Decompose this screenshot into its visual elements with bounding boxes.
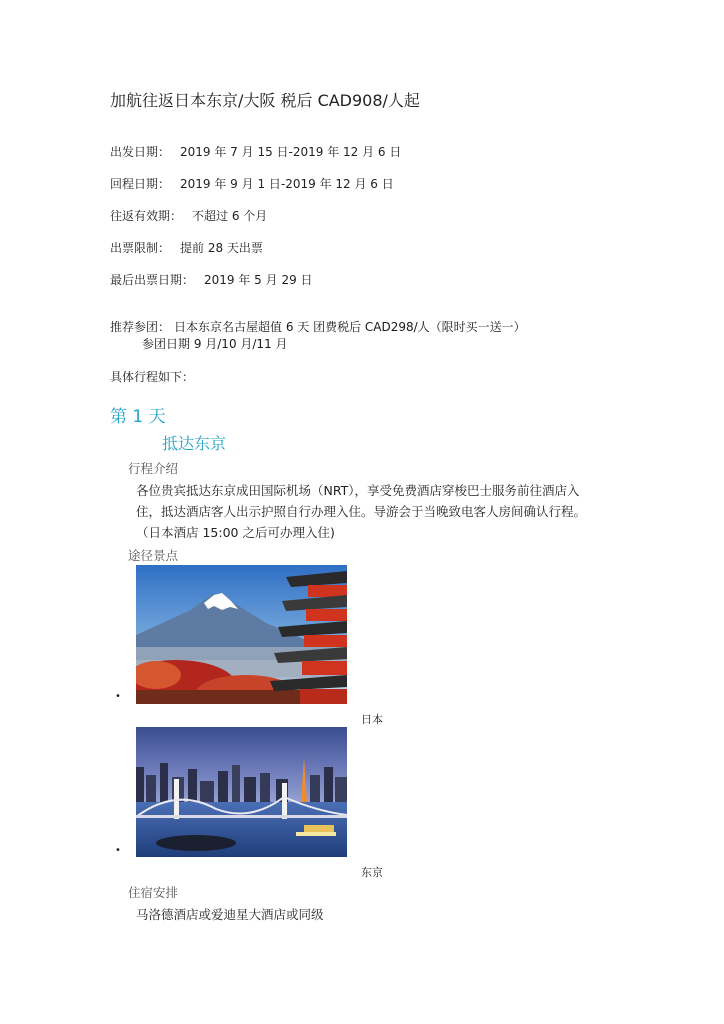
- ticketing-restriction: 出票限制： 提前 28 天出票: [110, 241, 263, 255]
- hotel-arrangement: 马洛德酒店或爱迪星大酒店或同级: [136, 907, 324, 922]
- tour-dates: 参团日期 9 月/10 月/11 月: [142, 337, 288, 351]
- sights-heading: 途径景点: [128, 548, 179, 563]
- fuji-pagoda-photo: [136, 565, 347, 704]
- description-line: 各位贵宾抵达东京成田国际机场（NRT），享受免费酒店穿梭巴士服务前往酒店入: [136, 483, 580, 498]
- recommended-tour: 推荐参团： 日本东京名古屋超值 6 天 团费税后 CAD298/人（限时买一送一）: [110, 320, 526, 334]
- departure-date: 出发日期： 2019 年 7 月 15 日-2019 年 12 月 6 日: [110, 145, 402, 159]
- list-bullet: •: [115, 691, 121, 702]
- round-trip-validity: 往返有效期： 不超过 6 个月: [110, 209, 268, 223]
- page-title: 加航往返日本东京/大阪 税后 CAD908/人起: [110, 91, 420, 110]
- hotel-heading: 住宿安排: [128, 885, 179, 900]
- rainbow-bridge-photo: [136, 727, 347, 857]
- description-line: （日本酒店 15:00 之后可办理入住): [136, 525, 335, 540]
- itinerary-intro-heading: 行程介绍: [128, 461, 179, 476]
- day-destination: 抵达东京: [162, 434, 227, 453]
- return-date: 回程日期： 2019 年 9 月 1 日-2019 年 12 月 6 日: [110, 177, 394, 191]
- sight-caption: 日本: [361, 713, 383, 726]
- day-description: [136, 480, 606, 543]
- list-bullet: •: [115, 845, 121, 856]
- description-line: 住，抵达酒店客人出示护照自行办理入住。导游会于当晚致电客人房间确认行程。: [136, 504, 587, 519]
- sight-caption: 东京: [361, 866, 383, 879]
- last-ticketing-date: 最后出票日期： 2019 年 5 月 29 日: [110, 273, 313, 287]
- day-heading: 第 1 天: [110, 407, 166, 427]
- itinerary-intro: 具体行程如下：: [110, 370, 195, 384]
